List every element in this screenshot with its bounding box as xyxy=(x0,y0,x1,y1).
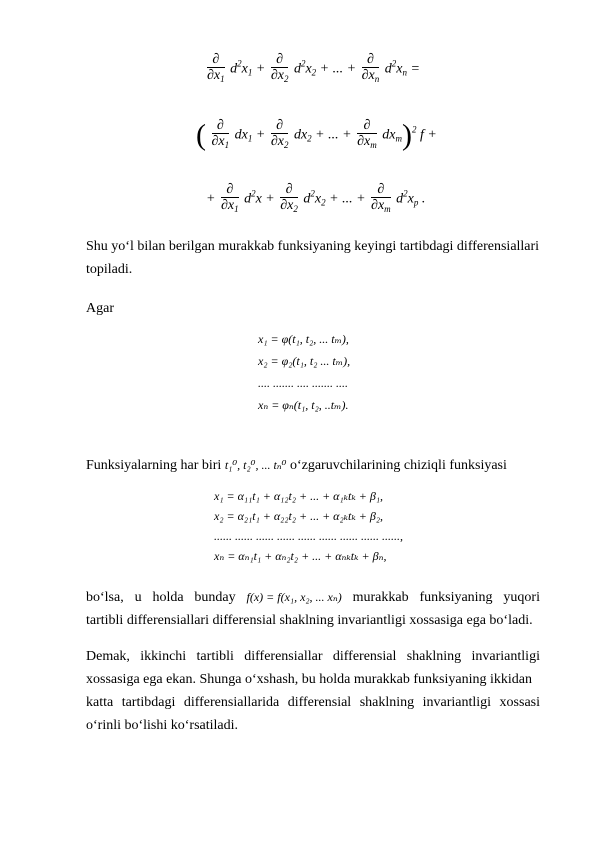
paragraph-functions: Funksiyalarning har biri t₁⁰, t₂⁰, ... tₙ⁰ o‘zgaruvchilarining chiziqli funksiyasi xyxy=(86,458,507,473)
inline-variables: t₁⁰, t₂⁰, ... tₙ⁰ xyxy=(224,458,287,472)
paragraph-condition: bo‘lsa, u holda bunday f(x) = f(x₁, x₂, ... xₙ) murakkab funksiyaning yuqori tartibli differensiallari differensial shaklning invariantligi xossasiga ega bo‘ladi. xyxy=(86,586,540,632)
formula-line-2: ( $\frac{\partial}{\partial x_1}$ $dx_1$ + $\frac{\partial}{\partial x_2}$ $dx_2$ + ... + $\frac{\partial}{\partial x_m}$ $dx_m)^2$ f + xyxy=(196,118,437,152)
text-line: topiladi. xyxy=(86,262,133,277)
text-line: Shu yo‘l bilan berilgan murakkab funksiyaning keyingi tartibdagi differensiallari xyxy=(86,239,540,254)
paragraph-agar: Agar xyxy=(86,301,114,316)
inline-function: f(x) = f(x₁, x₂, ... xₙ) xyxy=(246,590,342,604)
paragraph-conclusion: Demak, ikkinchi tartibli differensiallar differensial shaklning invariantligi xossasiga ega ekan. Shunga o‘xshash, bu holda murakkab funksiyaning ikkidan katta tartibdagi differensiallarida differensial shaklning invariantligi xossasi o‘rinli bo‘lishi ko‘rsatiladi. xyxy=(86,649,540,733)
paragraph-intro xyxy=(86,235,540,281)
equation-system-2: x₁ = α₁₁t₁ + α₁₂t₂ + ... + α₁ₖtₖ + β₁, x₂ = α₂₁t₁ + α₂₂t₂ + ... + α₂ₖtₖ + β₂, ...... ...... ...... ...... ...... ...... ...... ...... ......, xₙ = αₙ₁t₁ + αₙ₂t₂ + ... + αₙₖtₖ + βₙ, xyxy=(214,489,403,563)
equation-system-1: x₁ = φ(t₁, t₂, ... tₘ), x₂ = φ₂(t₁, t₂ ... tₘ), .... ....... .... ....... .... xₙ = φₙ(t₁, t₂, ..tₘ). xyxy=(258,332,351,412)
formula-line-3: + $\frac{\partial}{\partial x_1}$ $d^2x$ + $\frac{\partial}{\partial x_2}$ $d^2x_2$ + ... + $\frac{\partial}{\partial x_m}$ $d^2x_p$ . xyxy=(206,182,426,214)
formula-line-1: $\frac{\partial}{\partial x_1}$ $d^2x_1$ + $\frac{\partial}{\partial x_2}$ $d^2x_2$ + ... + $\frac{\partial}{\partial x_n}$ $d^2x_n$ = xyxy=(207,52,420,84)
